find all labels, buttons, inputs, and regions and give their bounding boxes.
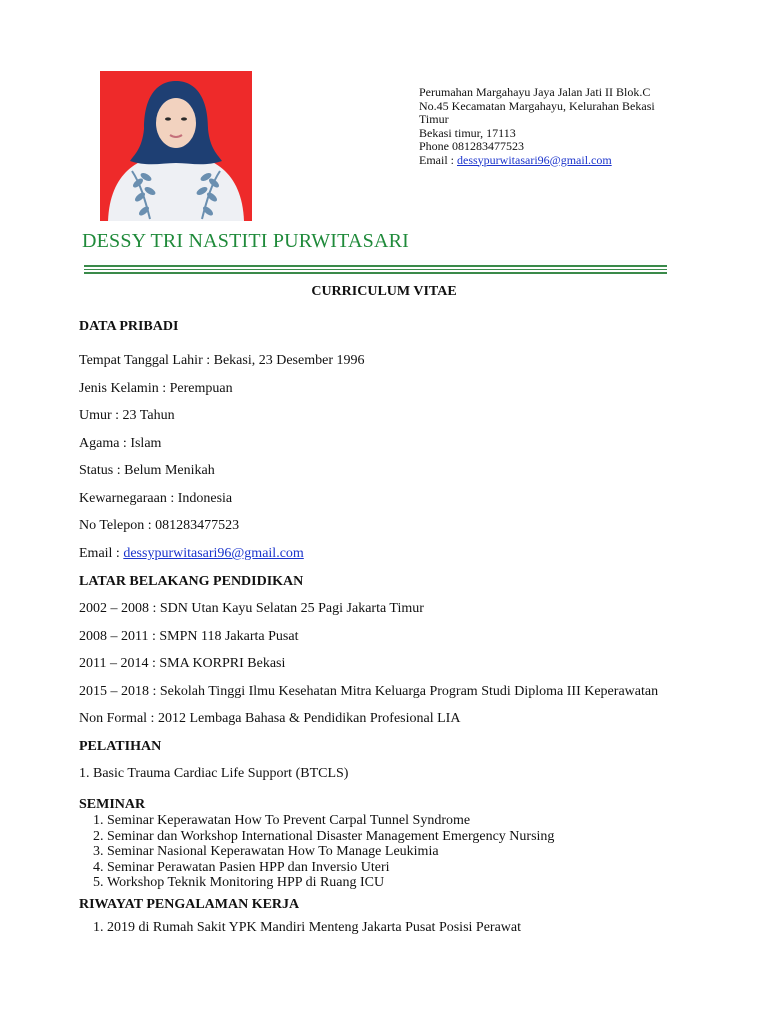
email-link[interactable]: dessypurwitasari96@gmail.com — [457, 152, 612, 167]
email-link[interactable]: dessypurwitasari96@gmail.com — [123, 546, 304, 561]
education-item: 2008 – 2011 : SMPN 118 Jakarta Pusat — [79, 629, 299, 644]
section-heading-seminar: SEMINAR — [79, 797, 146, 812]
seminar-list — [80, 813, 554, 891]
divider-top — [84, 265, 667, 267]
personal-phone: No Telepon : 081283477523 — [79, 518, 240, 533]
section-heading-personal: DATA PRIBADI — [79, 319, 179, 334]
divider-middle — [84, 269, 667, 270]
education-item: 2011 – 2014 : SMA KORPRI Bekasi — [79, 656, 286, 671]
education-item: Non Formal : 2012 Lembaga Bahasa & Pendidikan Profesional LIA — [79, 711, 461, 726]
education-item: 2002 – 2008 : SDN Utan Kayu Selatan 25 Pagi Jakarta Timur — [79, 601, 424, 616]
personal-gender: Jenis Kelamin : Perempuan — [79, 381, 233, 396]
seminar-item: 4. Seminar Perawatan Pasien HPP dan Inversio Uteri — [107, 860, 554, 876]
education-item: 2015 – 2018 : Sekolah Tinggi Ilmu Kesehatan Mitra Keluarga Program Studi Diploma III Keperawatan — [79, 684, 659, 699]
address-line: Timur — [419, 112, 449, 126]
personal-email — [79, 546, 304, 562]
profile-photo — [100, 71, 252, 221]
section-heading-training: PELATIHAN — [79, 739, 162, 754]
document-title: CURRICULUM VITAE — [311, 284, 457, 299]
personal-nationality: Kewarnegaraan : Indonesia — [79, 491, 233, 506]
personal-age: Umur : 23 Tahun — [79, 408, 175, 423]
training-item: 1. Basic Trauma Cardiac Life Support (BTCLS) — [79, 766, 349, 781]
email-label: Email : — [79, 546, 124, 561]
address-line: Perumahan Margahayu Jaya Jalan Jati II Blok.C — [419, 85, 651, 99]
seminar-item: 5. Workshop Teknik Monitoring HPP di Ruang ICU — [107, 875, 554, 891]
address-line: Bekasi timur, 17113 — [419, 125, 516, 140]
address-line: No.45 Kecamatan Margahayu, Kelurahan Bekasi — [419, 98, 655, 113]
seminar-item: 2. Seminar dan Workshop International Disaster Management Emergency Nursing — [107, 829, 554, 845]
personal-religion: Agama : Islam — [79, 436, 162, 451]
email-line — [419, 154, 689, 168]
section-heading-work: RIWAYAT PENGALAMAN KERJA — [79, 897, 300, 912]
contact-address-block — [419, 86, 689, 167]
personal-status: Status : Belum Menikah — [79, 463, 215, 478]
seminar-item: 3. Seminar Nasional Keperawatan How To Manage Leukimia — [107, 844, 554, 860]
work-item: 1. 2019 di Rumah Sakit YPK Mandiri Menteng Jakarta Pusat Posisi Perawat — [93, 920, 521, 935]
person-name: DESSY TRI NASTITI PURWITASARI — [82, 230, 409, 252]
email-label: Email : — [419, 152, 457, 167]
section-heading-education: LATAR BELAKANG PENDIDIKAN — [79, 574, 304, 589]
divider-bottom — [84, 272, 667, 274]
phone-line: Phone 081283477523 — [419, 139, 524, 153]
seminar-item: 1. Seminar Keperawatan How To Prevent Carpal Tunnel Syndrome — [107, 813, 554, 829]
personal-birth: Tempat Tanggal Lahir : Bekasi, 23 Desember 1996 — [79, 353, 365, 368]
